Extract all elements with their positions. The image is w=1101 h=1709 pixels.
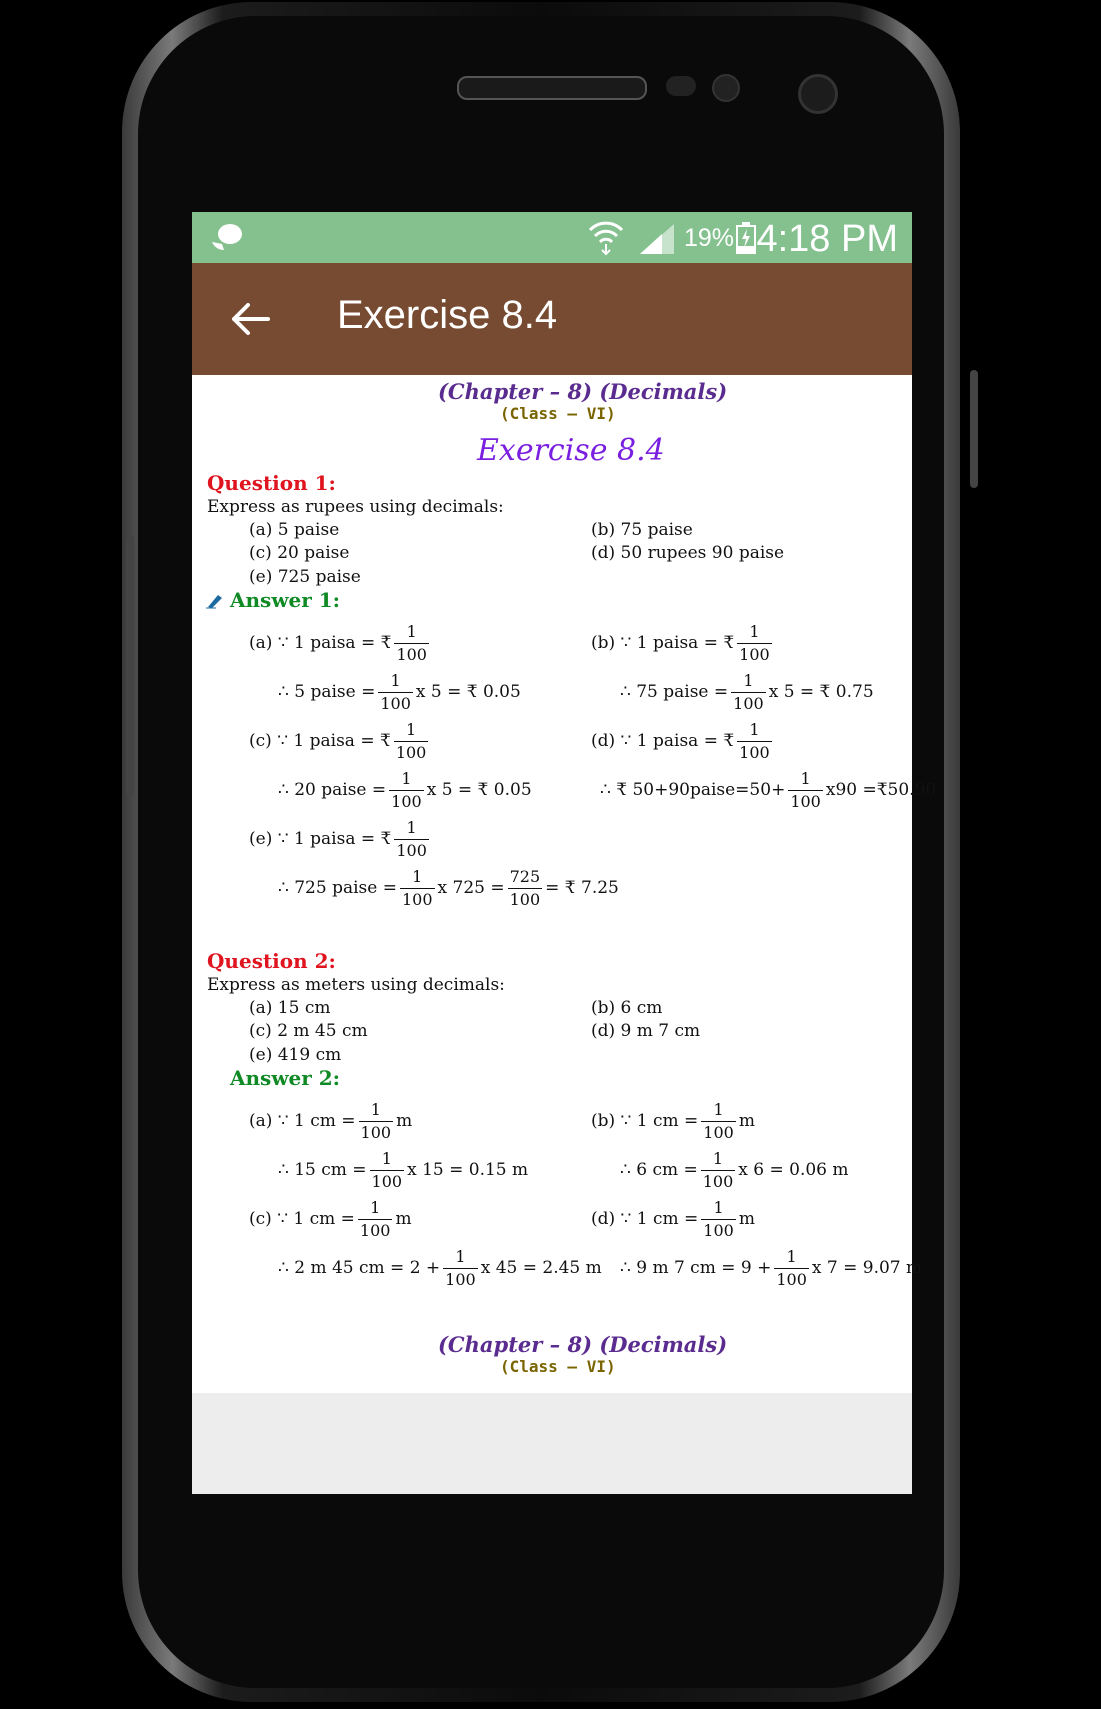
fraction: $\frac{1}{100}$ bbox=[733, 671, 764, 713]
a2-line-b2: ∴ 6 cm = $\frac{1}{100}$ x 6 = 0.06 m bbox=[620, 1149, 849, 1191]
q1-option-d: (d) 50 rupees 90 paise bbox=[591, 543, 785, 563]
q2-option-c: (c) 2 m 45 cm bbox=[249, 1021, 368, 1041]
q2-option-e: (e) 419 cm bbox=[249, 1045, 342, 1065]
app-bar bbox=[192, 263, 912, 375]
answer-2-label: Answer 2: bbox=[230, 1066, 341, 1090]
a2-line-c2: ∴ 2 m 45 cm = 2 + $\frac{1}{100}$ x 45 = 2.45 m bbox=[278, 1247, 602, 1289]
a2-line-a2: ∴ 15 cm = $\frac{1}{100}$ x 15 = 0.15 m bbox=[278, 1149, 529, 1191]
fraction: $\frac{1}{100}$ bbox=[703, 1198, 734, 1240]
a1-line-c1: (c) ∵ 1 paisa = ₹ $\frac{1}{100}$ bbox=[249, 720, 427, 762]
q1-option-c: (c) 20 paise bbox=[249, 543, 350, 563]
a1-line-d1: (d) ∵ 1 paisa = ₹ $\frac{1}{100}$ bbox=[591, 720, 770, 762]
hangouts-notification-icon bbox=[208, 222, 244, 254]
a2-line-b1: (b) ∵ 1 cm = $\frac{1}{100}$ m bbox=[591, 1100, 755, 1142]
earpiece-speaker bbox=[457, 76, 647, 100]
battery-charging-icon bbox=[736, 222, 756, 254]
fraction: $\frac{1}{100}$ bbox=[739, 622, 770, 664]
chapter-footer: (Chapter – 8) (Decimals) bbox=[438, 1332, 728, 1357]
exercise-heading: Exercise 8.4 bbox=[477, 433, 665, 468]
a1-line-d2: ∴ ₹ 50+90paise=50+ $\frac{1}{100}$ x90 =₹50.90 bbox=[600, 769, 937, 811]
status-time: 4:18 PM bbox=[756, 218, 898, 260]
wifi-icon bbox=[588, 218, 624, 258]
pen-icon bbox=[206, 593, 224, 609]
fraction: $\frac{1}{100}$ bbox=[401, 867, 433, 909]
fraction: $\frac{1}{100}$ bbox=[790, 769, 821, 811]
q2-option-a: (a) 15 cm bbox=[249, 998, 331, 1018]
front-camera bbox=[798, 74, 838, 114]
q1-option-a: (a) 5 paise bbox=[249, 520, 340, 540]
battery-percent: 19% bbox=[684, 224, 735, 252]
fraction: $\frac{1}{100}$ bbox=[396, 622, 427, 664]
question-2-label: Question 2: bbox=[207, 949, 336, 973]
back-arrow-icon[interactable] bbox=[228, 297, 272, 341]
a1-line-e1: (e) ∵ 1 paisa = ₹ $\frac{1}{100}$ bbox=[249, 818, 427, 860]
fraction: $\frac{1}{100}$ bbox=[739, 720, 770, 762]
status-bar bbox=[192, 212, 912, 263]
signal-icon bbox=[640, 224, 674, 254]
class-footer: (Class – VI) bbox=[500, 1357, 616, 1376]
fraction: $\frac{1}{100}$ bbox=[776, 1247, 807, 1289]
a1-line-c2: ∴ 20 paise = $\frac{1}{100}$ x 5 = ₹ 0.05 bbox=[278, 769, 532, 811]
fraction: $\frac{1}{100}$ bbox=[395, 720, 427, 762]
a2-line-a1: (a) ∵ 1 cm = $\frac{1}{100}$ m bbox=[249, 1100, 413, 1142]
answer-1-label: Answer 1: bbox=[230, 588, 341, 612]
sensor-dot bbox=[712, 74, 740, 102]
q2-option-b: (b) 6 cm bbox=[591, 998, 663, 1018]
screen bbox=[192, 212, 937, 1494]
q2-option-d: (d) 9 m 7 cm bbox=[591, 1021, 701, 1041]
power-button bbox=[970, 370, 978, 488]
volume-button bbox=[126, 536, 134, 796]
fraction: $\frac{1}{100}$ bbox=[391, 769, 422, 811]
a2-line-d1: (d) ∵ 1 cm = $\frac{1}{100}$ m bbox=[591, 1198, 755, 1240]
chapter-header: (Chapter – 8) (Decimals) bbox=[438, 379, 728, 404]
fraction: $\frac{1}{100}$ bbox=[396, 818, 427, 860]
fraction: $\frac{1}{100}$ bbox=[359, 1198, 391, 1240]
a1-line-b2: ∴ 75 paise = $\frac{1}{100}$ x 5 = ₹ 0.75 bbox=[620, 671, 874, 713]
a1-line-b1: (b) ∵ 1 paisa = ₹ $\frac{1}{100}$ bbox=[591, 622, 770, 664]
fraction: $\frac{725}{100}$ bbox=[509, 867, 541, 909]
a1-line-e2: ∴ 725 paise = $\frac{1}{100}$ x 725 = $\frac{725}{100}$ = ₹ 7.25 bbox=[278, 867, 619, 909]
a1-line-a1: (a) ∵ 1 paisa = ₹ $\frac{1}{100}$ bbox=[249, 622, 427, 664]
app-bar-title: Exercise 8.4 bbox=[337, 293, 558, 337]
question-1-prompt: Express as rupees using decimals: bbox=[207, 497, 504, 517]
a2-line-c1: (c) ∵ 1 cm = $\frac{1}{100}$ m bbox=[249, 1198, 412, 1240]
fraction: $\frac{1}{100}$ bbox=[380, 671, 411, 713]
class-header: (Class – VI) bbox=[500, 404, 616, 423]
fraction: $\frac{1}{100}$ bbox=[445, 1247, 476, 1289]
proximity-sensor bbox=[666, 76, 696, 96]
fraction: $\frac{1}{100}$ bbox=[371, 1149, 403, 1191]
fraction: $\frac{1}{100}$ bbox=[703, 1100, 734, 1142]
q1-option-e: (e) 725 paise bbox=[249, 567, 361, 587]
fraction: $\frac{1}{100}$ bbox=[702, 1149, 734, 1191]
q1-option-b: (b) 75 paise bbox=[591, 520, 693, 540]
a1-line-a2: ∴ 5 paise = $\frac{1}{100}$ x 5 = ₹ 0.05 bbox=[278, 671, 521, 713]
document-page bbox=[192, 375, 937, 1393]
question-2-prompt: Express as meters using decimals: bbox=[207, 975, 505, 995]
fraction: $\frac{1}{100}$ bbox=[360, 1100, 392, 1142]
question-1-label: Question 1: bbox=[207, 471, 336, 495]
a2-line-d2: ∴ 9 m 7 cm = 9 + $\frac{1}{100}$ x 7 = 9.07 m bbox=[620, 1247, 923, 1289]
